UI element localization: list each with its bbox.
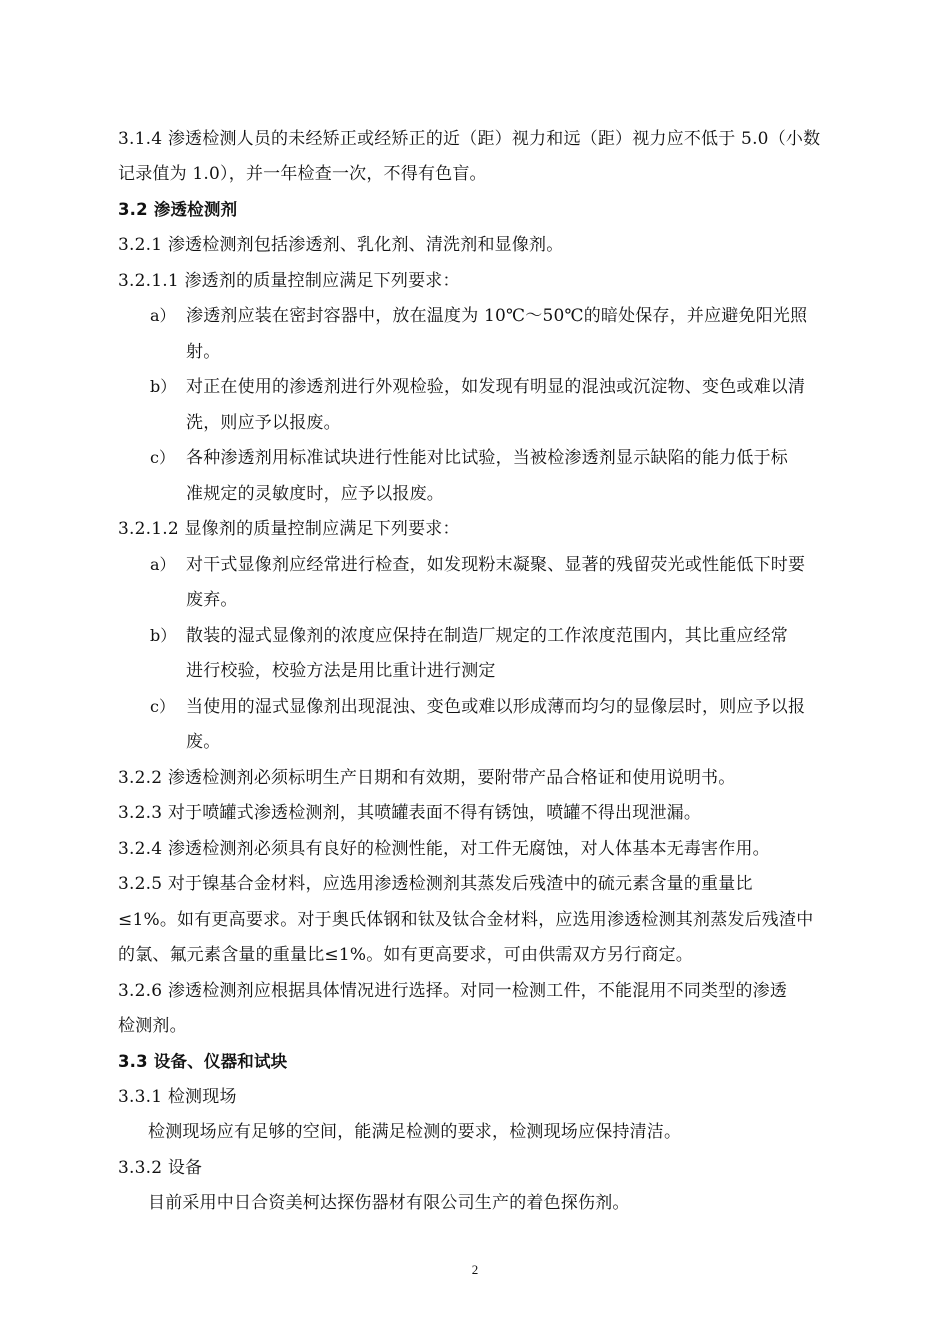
paragraph-3-3-2-body: 目前采用中日合资美柯达探伤器材有限公司生产的着色探伤剂。 bbox=[148, 1193, 630, 1213]
paragraph-3-2-5-cont: 的氯、氟元素含量的重量比≤1%。如有更高要求，可由供需双方另行商定。 bbox=[118, 945, 694, 965]
list-item-c: 当使用的湿式显像剂出现混浊、变色或难以形成薄而均匀的显像层时，则应予以报 bbox=[186, 697, 806, 717]
list-item-a-cont: 废弃。 bbox=[186, 590, 238, 610]
list-item-c-cont: 废。 bbox=[186, 732, 221, 752]
list-item-b: 散装的湿式显像剂的浓度应保持在制造厂规定的工作浓度范围内，其比重应经常 bbox=[186, 626, 788, 646]
list-marker-b: b） bbox=[150, 626, 177, 645]
paragraph-3-2-5-cont: ≤1%。如有更高要求。对于奥氏体钢和钛及钛合金材料，应选用渗透检测其剂蒸发后残渣中 bbox=[118, 910, 814, 930]
paragraph-3-2-1-2: 3.2.1.2 显像剂的质量控制应满足下列要求： bbox=[118, 519, 460, 539]
list-marker-c: c） bbox=[150, 697, 175, 716]
paragraph-3-3-1: 3.3.1 检测现场 bbox=[118, 1087, 237, 1107]
list-item-a: 渗透剂应装在密封容器中，放在温度为 10℃～50℃的暗处保存，并应避免阳光照 bbox=[186, 306, 808, 326]
list-item-c-cont: 准规定的灵敏度时，应予以报废。 bbox=[186, 484, 444, 504]
paragraph-3-2-2: 3.2.2 渗透检测剂必须标明生产日期和有效期，要附带产品合格证和使用说明书。 bbox=[118, 768, 736, 788]
paragraph-3-2-1-1: 3.2.1.1 渗透剂的质量控制应满足下列要求： bbox=[118, 271, 460, 291]
paragraph-3-2-6: 3.2.6 渗透检测剂应根据具体情况进行选择。对同一检测工件，不能混用不同类型的渗透 bbox=[118, 981, 788, 1001]
section-heading-3-2: 3.2 渗透检测剂 bbox=[118, 200, 238, 219]
section-heading-3-3: 3.3 设备、仪器和试块 bbox=[118, 1052, 288, 1071]
list-marker-a: a） bbox=[150, 555, 176, 574]
paragraph-3-3-2: 3.3.2 设备 bbox=[118, 1158, 203, 1178]
paragraph-3-2-1: 3.2.1 渗透检测剂包括渗透剂、乳化剂、清洗剂和显像剂。 bbox=[118, 235, 564, 255]
paragraph-3-2-5: 3.2.5 对于镍基合金材料，应选用渗透检测剂其蒸发后残渣中的硫元素含量的重量比 bbox=[118, 874, 753, 894]
list-marker-a: a） bbox=[150, 306, 176, 325]
list-item-b: 对正在使用的渗透剂进行外观检验，如发现有明显的混浊或沉淀物、变色或难以清 bbox=[186, 377, 806, 397]
paragraph-3-2-3: 3.2.3 对于喷罐式渗透检测剂，其喷罐表面不得有锈蚀，喷罐不得出现泄漏。 bbox=[118, 803, 702, 823]
page-number: 2 bbox=[471, 1262, 479, 1277]
paragraph-3-3-1-body: 检测现场应有足够的空间，能满足检测的要求，检测现场应保持清洁。 bbox=[148, 1122, 682, 1142]
paragraph-3-1-4-cont: 记录值为 1.0），并一年检查一次，不得有色盲。 bbox=[118, 164, 487, 184]
list-item-b-cont: 进行校验，校验方法是用比重计进行测定 bbox=[186, 661, 496, 681]
list-item-a-cont: 射。 bbox=[186, 342, 221, 362]
paragraph-3-1-4: 3.1.4 渗透检测人员的未经矫正或经矫正的近（距）视力和远（距）视力应不低于 5.0（小数 bbox=[118, 129, 821, 149]
list-marker-c: c） bbox=[150, 448, 175, 467]
list-item-b-cont: 洗，则应予以报废。 bbox=[186, 413, 341, 433]
list-item-a: 对干式显像剂应经常进行检查，如发现粉末凝聚、显著的残留荧光或性能低下时要 bbox=[186, 555, 806, 575]
list-marker-b: b） bbox=[150, 377, 177, 396]
paragraph-3-2-6-cont: 检测剂。 bbox=[118, 1016, 187, 1036]
list-item-c: 各种渗透剂用标准试块进行性能对比试验，当被检渗透剂显示缺陷的能力低于标 bbox=[186, 448, 788, 468]
paragraph-3-2-4: 3.2.4 渗透检测剂必须具有良好的检测性能，对工件无腐蚀，对人体基本无毒害作用。 bbox=[118, 839, 770, 859]
